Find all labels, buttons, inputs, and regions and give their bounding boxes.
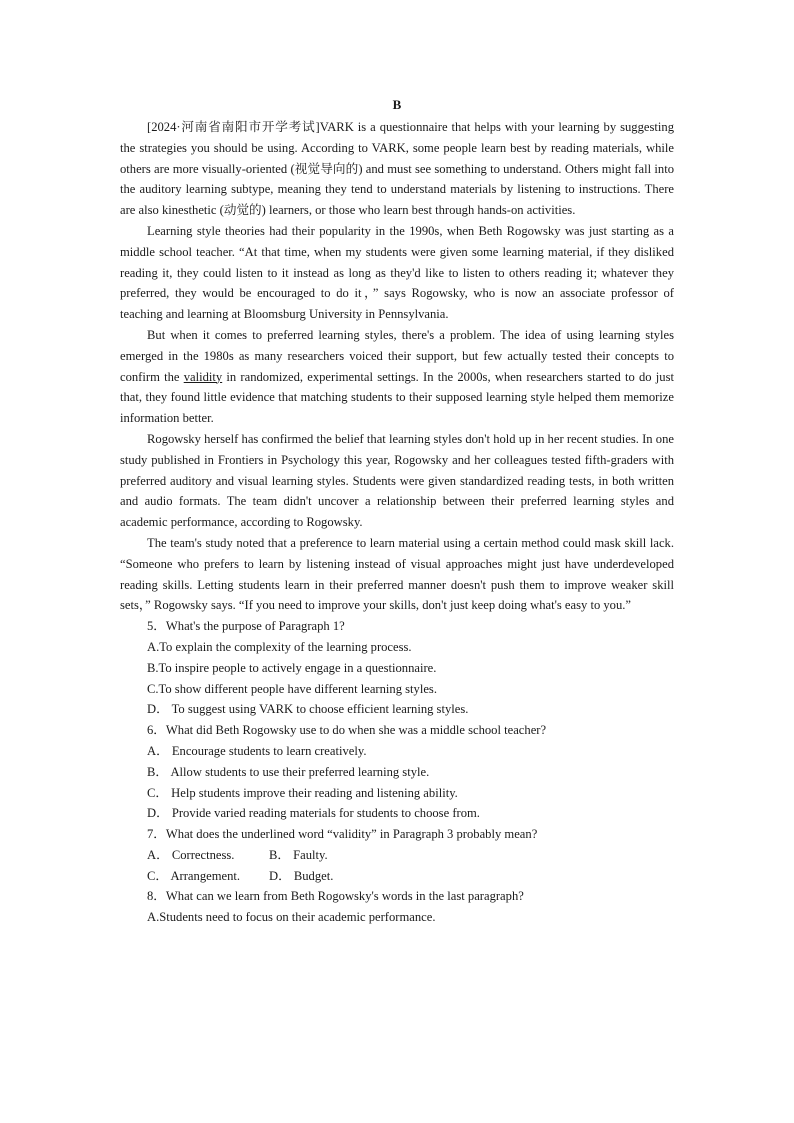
source-tag: [2024·河南省南阳市开学考试]	[147, 120, 320, 134]
paragraph-2: Learning style theories had their popularity in the 1990s, when Beth Rogowsky was just starting as a middle school teacher. “At that time, when my students were given some learning material, if they disliked reading it, they could listen to it instead as long as they'd like to listen to others reading it; whatever they preferred, they would be encouraged to do it，” says Rogowsky, who is now an associate professor of teaching and learning at Bloomsburg University in Pennsylvania.	[120, 223, 674, 322]
option-a: A． Encourage students to learn creatively.	[147, 743, 367, 758]
option-c: C． Arrangement.	[147, 868, 241, 883]
document-page	[120, 96, 674, 928]
paragraph-1-text: VARK is a questionnaire that helps with your learning by suggesting the strategies you should be using. According to VARK, some people learn best by reading materials, while others are more visually-oriented (视觉导向的) and must see something to understand. Others might fall into the auditory learning subtype, meaning they tend to understand materials by listening to instructions. There are also kinesthetic (动觉的) learners, or those who learn best through hands-on activities.	[120, 120, 674, 218]
option-c: C.To show different people have different learning styles.	[147, 681, 437, 696]
options-row-2	[120, 866, 674, 887]
option-a: A． Correctness.	[147, 847, 235, 862]
paragraph-1	[120, 117, 674, 221]
question-stem: 8．What can we learn from Beth Rogowsky's words in the last paragraph?	[147, 889, 524, 904]
options-row-1	[120, 845, 674, 866]
question-6	[120, 720, 674, 824]
paragraph-5: The team's study noted that a preference to learn material using a certain method could mask skill lack. “Someone who prefers to learn by listening instead of visual approaches might just have underdeveloped reading skills. Letting students learn in their preferred manner doesn't push them to improve weaker skill sets，” Rogowsky says. “If you need to improve your skills, don't just keep doing what's easy to you.”	[120, 535, 674, 613]
question-5	[120, 616, 674, 720]
option-d: D． To suggest using VARK to choose efficient learning styles.	[147, 702, 469, 717]
question-stem: 5．What's the purpose of Paragraph 1?	[147, 619, 345, 634]
question-stem: 6．What did Beth Rogowsky use to do when she was a middle school teacher?	[147, 723, 547, 738]
option-a: A.To explain the complexity of the learning process.	[147, 639, 412, 654]
option-b: B.To inspire people to actively engage in a questionnaire.	[147, 660, 437, 675]
paragraph-3	[120, 325, 674, 429]
option-b: B． Allow students to use their preferred learning style.	[147, 764, 430, 779]
option-b: B． Faulty.	[269, 847, 328, 862]
section-heading: B	[392, 97, 402, 112]
option-c: C． Help students improve their reading and listening ability.	[147, 785, 458, 800]
underlined-word: validity	[183, 369, 223, 384]
option-a: A.Students need to focus on their academic performance.	[147, 910, 436, 925]
paragraph-3-text-a: But when it comes to preferred learning styles, there's a problem. The idea of using learning styles emerged in the 1980s as many researchers voiced their support, but few actually tested their concepts to confirm the	[120, 327, 674, 384]
paragraph-3-text-b: in randomized, experimental settings. In the 2000s, when researchers started to do just that, they found little evidence that matching students to their supposed learning style helped them memorize information better.	[120, 369, 674, 426]
option-d: D． Provide varied reading materials for students to choose from.	[147, 806, 480, 821]
question-stem: 7．What does the underlined word “validity” in Paragraph 3 probably mean?	[147, 827, 538, 842]
paragraph-4: Rogowsky herself has confirmed the belief that learning styles don't hold up in her recent studies. In one study published in Frontiers in Psychology this year, Rogowsky and her colleagues tested fifth-graders with preferred auditory and visual learning styles. Students were given standardized reading tests, in both written and audio formats. The team didn't uncover a relationship between their preferred learning styles and academic performance, according to Rogowsky.	[120, 431, 674, 530]
question-7	[120, 824, 674, 886]
option-d: D． Budget.	[269, 868, 334, 883]
question-8	[120, 886, 674, 928]
